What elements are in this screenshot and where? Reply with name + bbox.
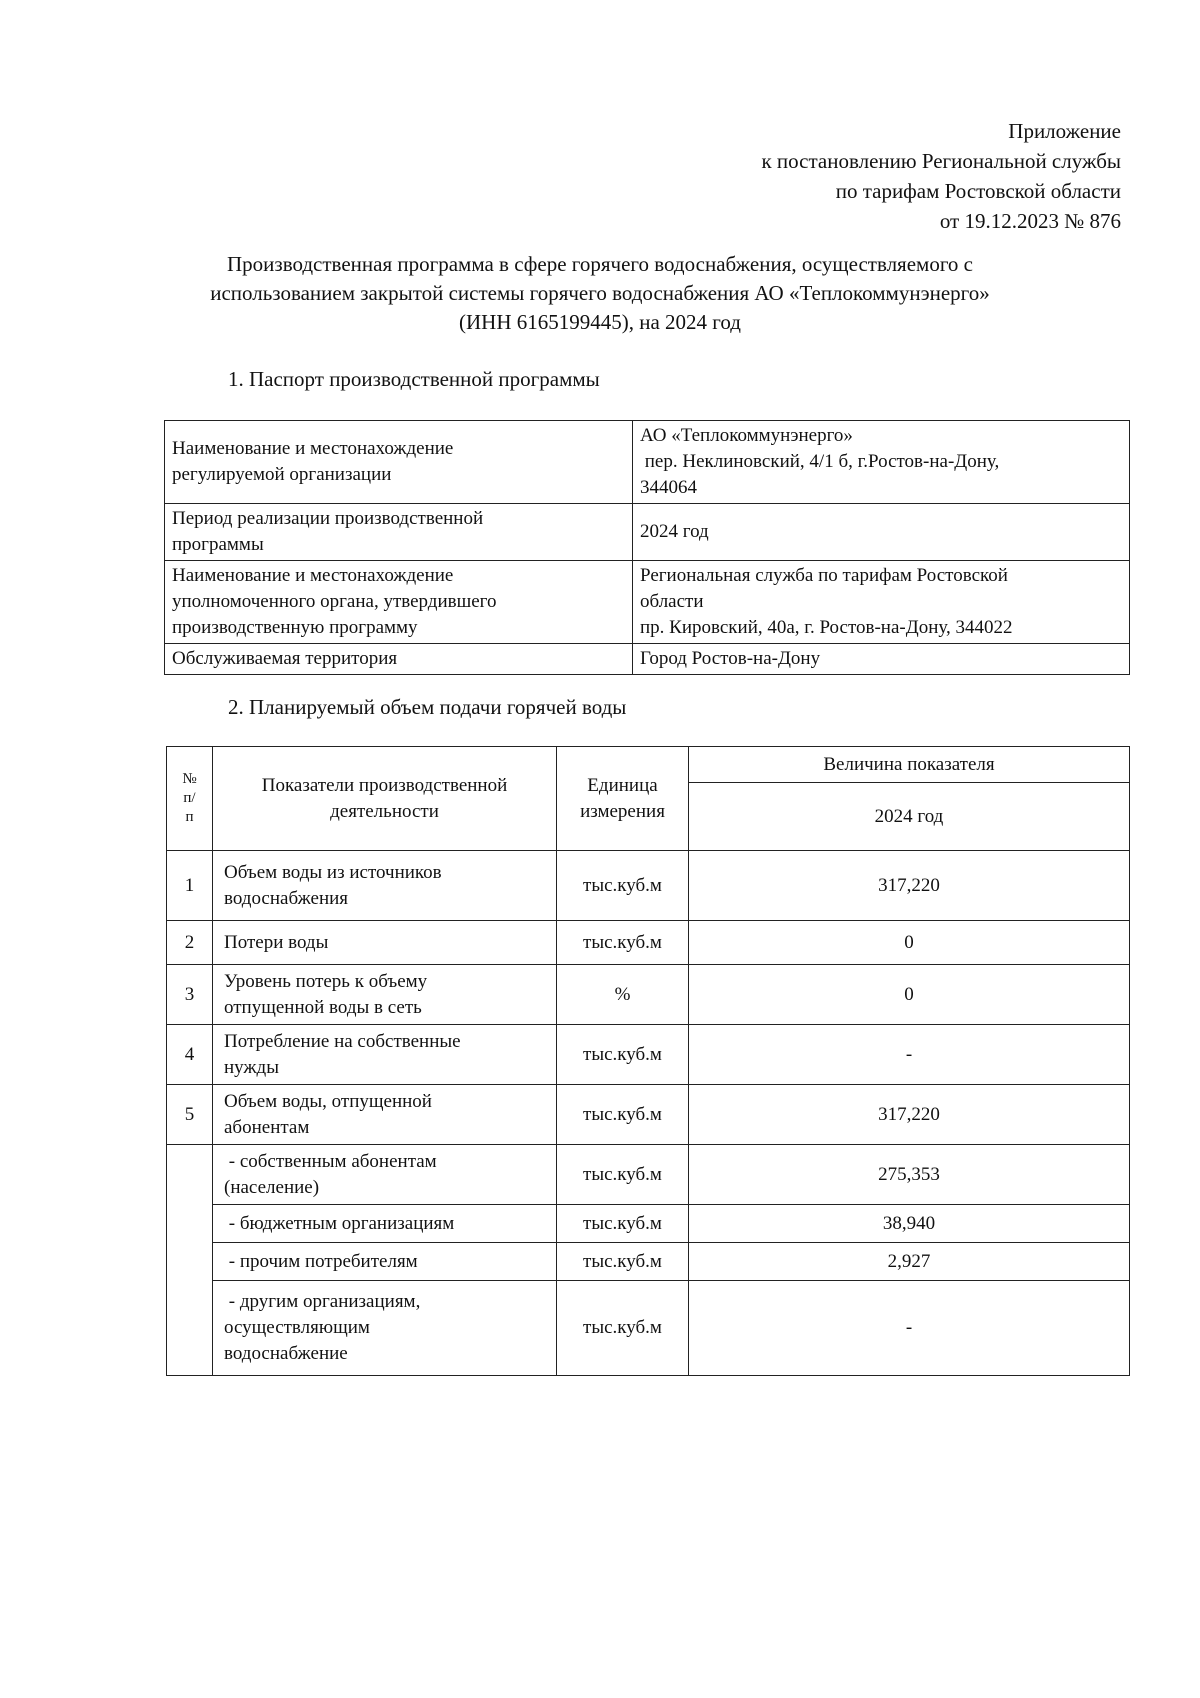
passport-value-line: Город Ростов-на-Дону (640, 648, 821, 669)
value-cell: 38,940 (689, 1205, 1130, 1243)
row-number-cell: 4 (167, 1025, 213, 1085)
col-number-header-line: № (182, 771, 197, 787)
passport-label-line: Наименование и местонахождение (172, 438, 454, 459)
table-row (167, 965, 1130, 1025)
value-cell: 317,220 (689, 851, 1130, 921)
row-number-cell: 5 (167, 1085, 213, 1145)
indicator-line: - бюджетным организациям (224, 1212, 455, 1234)
passport-label-line: Наименование и местонахождение (172, 565, 454, 586)
indicator-cell (213, 1243, 557, 1281)
indicator-cell (213, 1085, 557, 1145)
value-cell: 2,927 (689, 1243, 1130, 1281)
table-row (167, 1025, 1130, 1085)
table-row (167, 1085, 1130, 1145)
indicator-line: отпущенной воды в сеть (224, 996, 422, 1018)
table-header-row (167, 747, 1130, 783)
table-row (167, 1281, 1130, 1376)
appendix-header-line: Приложение (1008, 119, 1121, 143)
passport-label-line: Обслуживаемая территория (172, 648, 398, 669)
passport-label-cell (165, 561, 633, 644)
passport-value-line: пр. Кировский, 40а, г. Ростов-на-Дону, 344022 (640, 617, 1013, 638)
col-unit-header-line: измерения (580, 800, 665, 822)
table-row (167, 1243, 1130, 1281)
col-number-header-line: п/ (183, 790, 196, 806)
unit-cell: тыс.куб.м (557, 1145, 689, 1205)
indicator-line: - собственным абонентам (224, 1150, 437, 1172)
passport-label-line: программы (172, 534, 264, 555)
row-number-cell: 2 (167, 921, 213, 965)
value-cell: 317,220 (689, 1085, 1130, 1145)
table-row (167, 1205, 1130, 1243)
indicator-line: Объем воды, отпущенной (224, 1090, 432, 1112)
table-row (165, 421, 1130, 504)
indicator-line: - другим организациям, (224, 1291, 421, 1312)
unit-cell: тыс.куб.м (557, 1085, 689, 1145)
document-title-line: Производственная программа в сфере горячего водоснабжения, осуществляемого с (227, 252, 973, 276)
appendix-header (761, 116, 1121, 236)
passport-value-cell (633, 561, 1130, 644)
passport-label-cell (165, 421, 633, 504)
indicator-line: осуществляющим (224, 1317, 370, 1338)
table-row (167, 851, 1130, 921)
indicator-line: Потребление на собственные (224, 1030, 461, 1052)
col-unit-header (557, 747, 689, 851)
passport-label-line: Период реализации производственной (172, 508, 484, 529)
appendix-header-line: к постановлению Региональной службы (761, 149, 1121, 173)
unit-cell: тыс.куб.м (557, 1025, 689, 1085)
passport-value-line: 344064 (640, 477, 697, 498)
indicator-line: нужды (224, 1056, 279, 1078)
section-2-heading: 2. Планируемый объем подачи горячей воды (228, 695, 627, 719)
unit-cell: тыс.куб.м (557, 851, 689, 921)
indicator-cell (213, 921, 557, 965)
indicator-line: Уровень потерь к объему (224, 970, 428, 992)
col-year-header: 2024 год (689, 783, 1130, 851)
unit-cell: % (557, 965, 689, 1025)
col-indicator-header-line: деятельности (330, 800, 439, 822)
indicator-line: водоснабжение (224, 1343, 348, 1364)
section-1-heading: 1. Паспорт производственной программы (228, 367, 600, 391)
col-unit-header-line: Единица (587, 774, 658, 796)
passport-label-line: регулируемой организации (172, 464, 392, 485)
value-cell: - (689, 1281, 1130, 1376)
indicator-cell (213, 965, 557, 1025)
appendix-header-line: от 19.12.2023 № 876 (939, 209, 1121, 233)
passport-value-line: Региональная служба по тарифам Ростовской (640, 565, 1008, 586)
indicator-cell (213, 1205, 557, 1243)
supply-volume-table (166, 746, 1130, 1376)
indicator-line: Потери воды (224, 931, 329, 953)
unit-cell: тыс.куб.м (557, 1281, 689, 1376)
passport-label-line: производственную программу (172, 617, 418, 638)
col-indicator-header-line: Показатели производственной (261, 774, 508, 796)
indicator-line: водоснабжения (224, 887, 349, 909)
value-cell: - (689, 1025, 1130, 1085)
row-number-cell: 3 (167, 965, 213, 1025)
col-number-header (167, 747, 213, 851)
passport-value-line: 2024 год (640, 521, 709, 542)
table-row (165, 504, 1130, 561)
document-title (150, 250, 1050, 337)
col-number-header-line: п (185, 809, 194, 825)
passport-table (164, 420, 1130, 675)
passport-label-line: уполномоченного органа, утвердившего (172, 591, 497, 612)
col-indicator-header (213, 747, 557, 851)
passport-label-cell (165, 644, 633, 675)
indicator-cell (213, 1281, 557, 1376)
indicator-line: Объем воды из источников (224, 861, 442, 883)
table-row (165, 644, 1130, 675)
passport-value-cell (633, 644, 1130, 675)
passport-value-line: пер. Неклиновский, 4/1 б, г.Ростов-на-Дону, (640, 451, 1000, 472)
passport-value-line: области (640, 591, 704, 612)
appendix-header-line: по тарифам Ростовской области (835, 179, 1121, 203)
unit-cell: тыс.куб.м (557, 1205, 689, 1243)
col-value-group-header: Величина показателя (689, 747, 1130, 783)
value-cell: 0 (689, 965, 1130, 1025)
value-cell: 0 (689, 921, 1130, 965)
passport-value-cell (633, 504, 1130, 561)
passport-value-line: АО «Теплокоммунэнерго» (640, 425, 853, 446)
unit-cell: тыс.куб.м (557, 921, 689, 965)
table-row (165, 561, 1130, 644)
table-row (167, 1145, 1130, 1205)
indicator-cell (213, 851, 557, 921)
row-number-cell: 1 (167, 851, 213, 921)
indicator-line: - прочим потребителям (224, 1250, 418, 1272)
passport-label-cell (165, 504, 633, 561)
value-cell: 275,353 (689, 1145, 1130, 1205)
document-title-line: (ИНН 6165199445), на 2024 год (459, 310, 741, 334)
unit-cell: тыс.куб.м (557, 1243, 689, 1281)
indicator-line: абонентам (224, 1116, 310, 1138)
row-number-cell (167, 1145, 213, 1376)
indicator-line: (население) (224, 1176, 320, 1198)
indicator-cell (213, 1145, 557, 1205)
table-row (167, 921, 1130, 965)
indicator-cell (213, 1025, 557, 1085)
passport-value-cell (633, 421, 1130, 504)
document-title-line: использованием закрытой системы горячего водоснабжения АО «Теплокоммунэнерго» (210, 281, 990, 305)
